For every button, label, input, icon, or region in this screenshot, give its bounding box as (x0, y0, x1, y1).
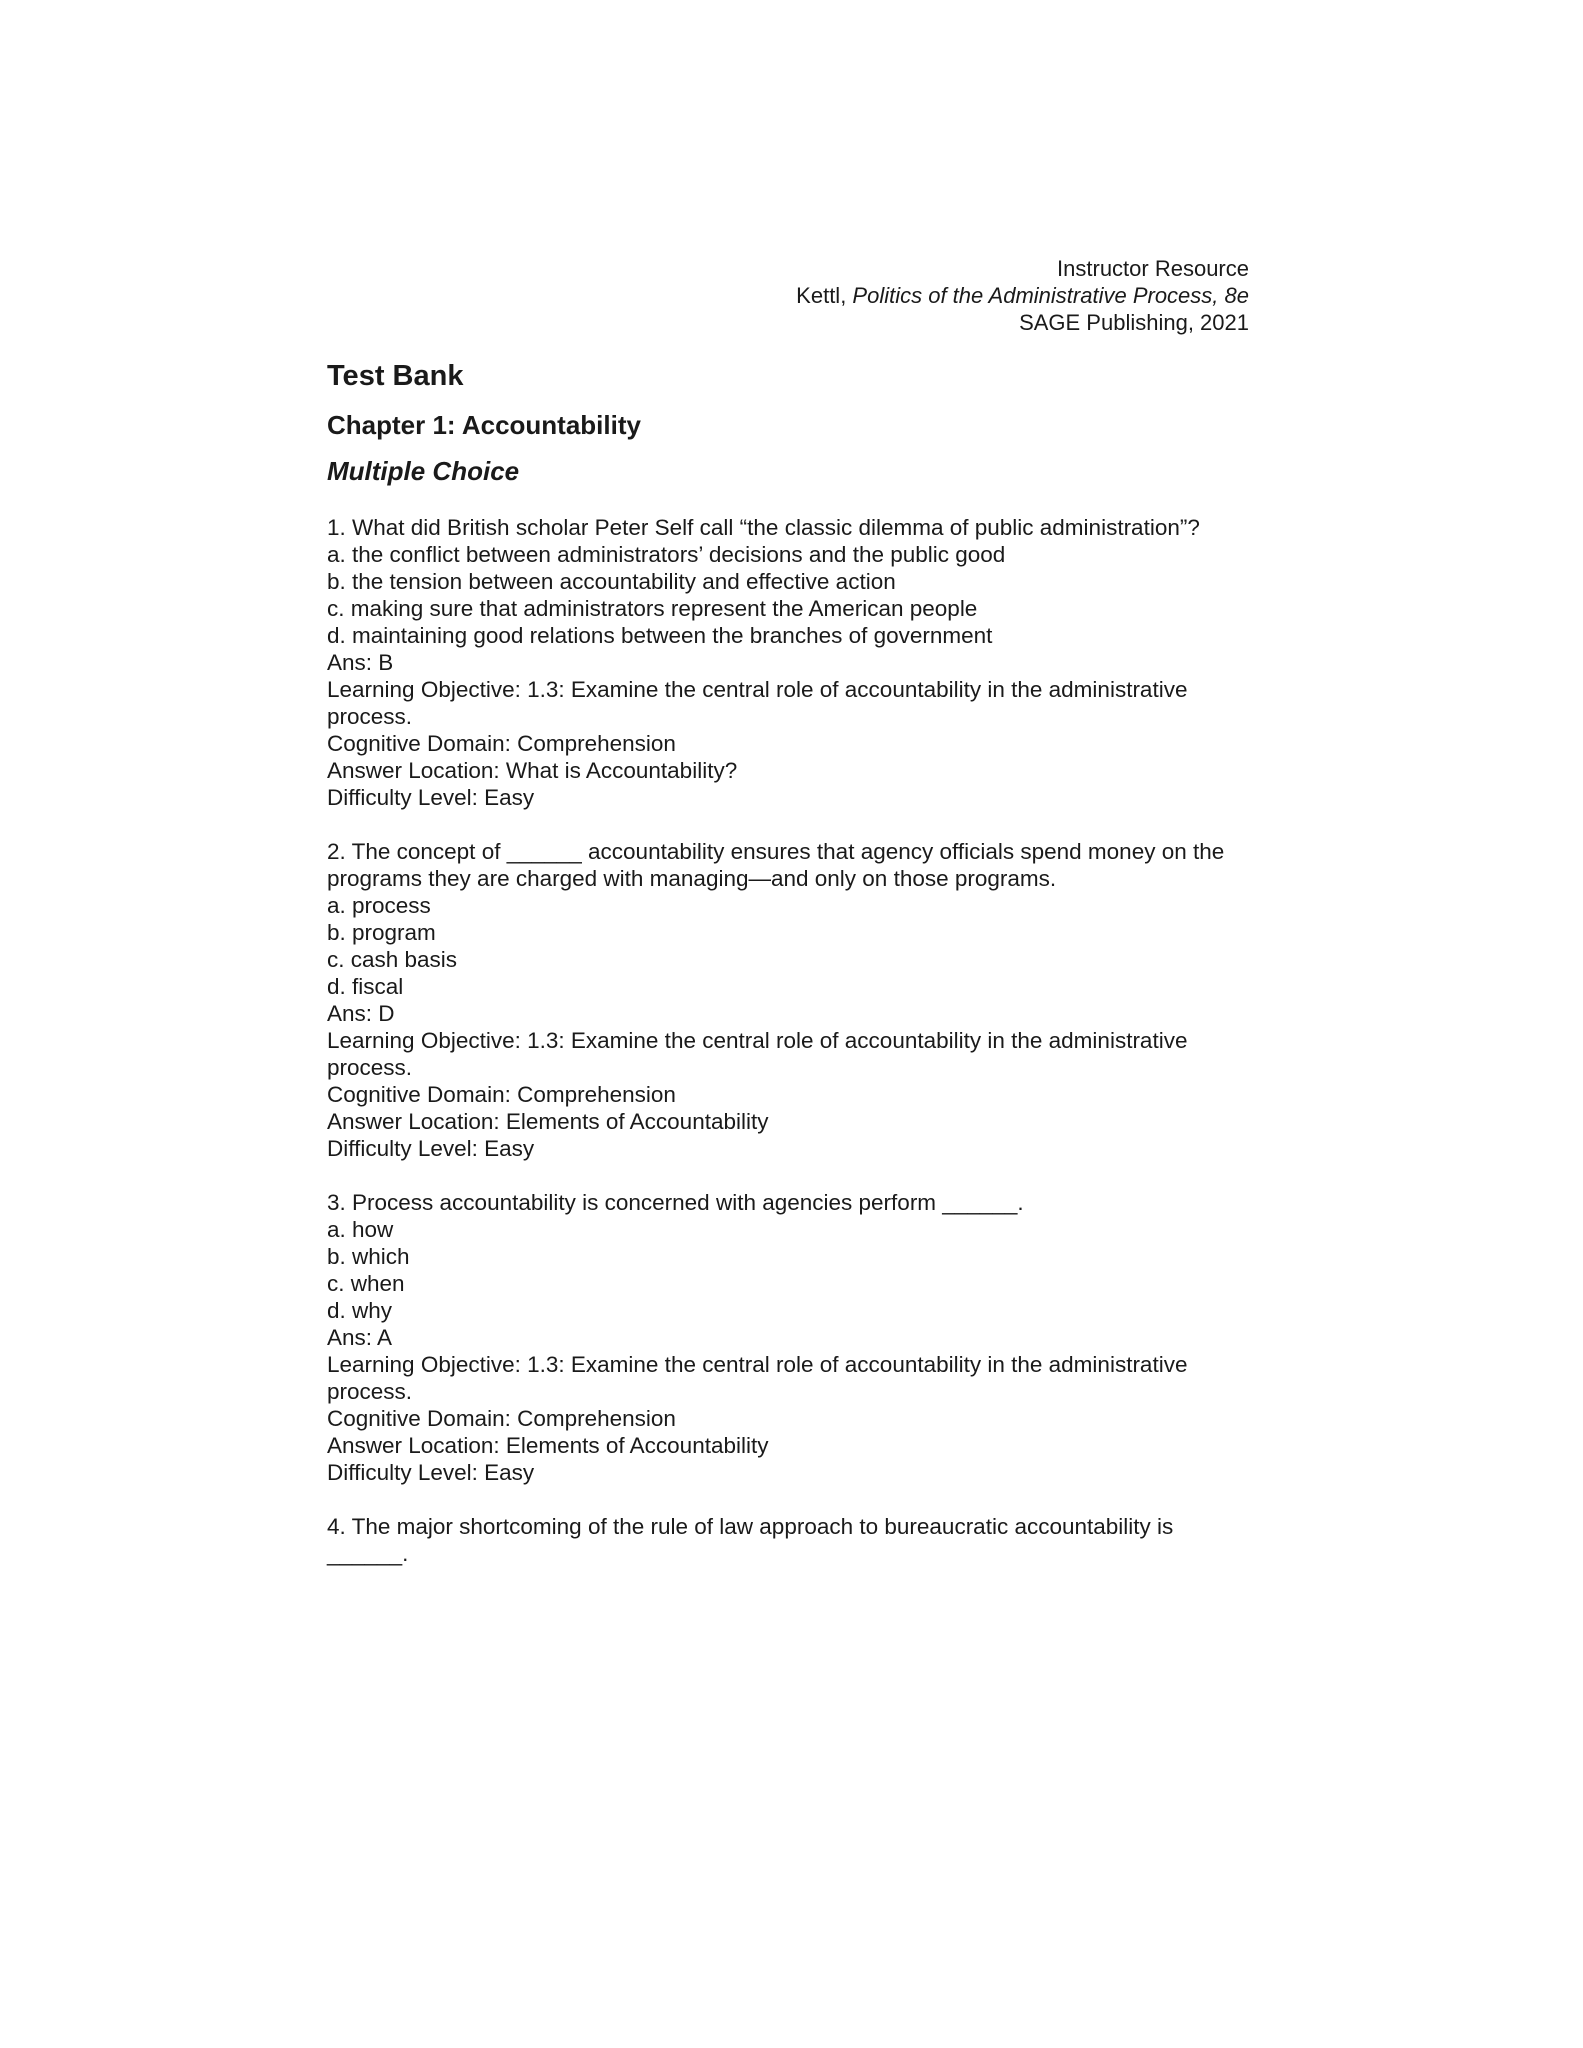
chapter-heading: Chapter 1: Accountability (327, 410, 641, 440)
question-4 (327, 1513, 1249, 1567)
option-a: a. the conflict between administrators’ decisions and the public good (327, 542, 1006, 567)
header-line-resource: Instructor Resource (1057, 256, 1249, 281)
page-title: Test Bank (327, 360, 464, 392)
learning-objective: Learning Objective: 1.3: Examine the central role of accountability in the administrative process. (327, 677, 1188, 729)
document-page (327, 255, 1249, 1594)
option-a: a. how (327, 1217, 394, 1242)
header-line-book (327, 282, 1249, 309)
option-b: b. which (327, 1244, 410, 1269)
cognitive-domain: Cognitive Domain: Comprehension (327, 1082, 676, 1107)
resource-header (327, 255, 1249, 336)
option-b: b. the tension between accountability and effective action (327, 569, 896, 594)
learning-objective: Learning Objective: 1.3: Examine the central role of accountability in the administrative process. (327, 1352, 1188, 1404)
header-line-publisher: SAGE Publishing, 2021 (1019, 310, 1249, 335)
question-stem: 2. The concept of ______ accountability ensures that agency officials spend money on the programs they are charged with managing—and only on those programs. (327, 839, 1225, 891)
cognitive-domain: Cognitive Domain: Comprehension (327, 731, 676, 756)
question-list (327, 514, 1249, 1567)
difficulty-level: Difficulty Level: Easy (327, 785, 535, 810)
answer-location: Answer Location: Elements of Accountability (327, 1109, 769, 1134)
answer: Ans: D (327, 1001, 395, 1026)
difficulty-level: Difficulty Level: Easy (327, 1136, 535, 1161)
cognitive-domain: Cognitive Domain: Comprehension (327, 1406, 676, 1431)
header-author: Kettl, (796, 283, 853, 308)
option-b: b. program (327, 920, 436, 945)
option-d: d. why (327, 1298, 393, 1323)
answer: Ans: B (327, 650, 394, 675)
question-stem: 1. What did British scholar Peter Self call “the classic dilemma of public administration”? (327, 515, 1200, 540)
question-3 (327, 1189, 1249, 1486)
question-stem: 4. The major shortcoming of the rule of law approach to bureaucratic accountability is ______. (327, 1514, 1174, 1566)
option-c: c. making sure that administrators represent the American people (327, 596, 978, 621)
header-book-title: Politics of the Administrative Process, 8e (852, 283, 1249, 308)
option-a: a. process (327, 893, 431, 918)
option-c: c. cash basis (327, 947, 458, 972)
answer: Ans: A (327, 1325, 393, 1350)
question-2 (327, 838, 1249, 1162)
answer-location: Answer Location: Elements of Accountability (327, 1433, 769, 1458)
option-c: c. when (327, 1271, 405, 1296)
section-heading: Multiple Choice (327, 456, 520, 486)
difficulty-level: Difficulty Level: Easy (327, 1460, 535, 1485)
answer-location: Answer Location: What is Accountability? (327, 758, 738, 783)
option-d: d. fiscal (327, 974, 404, 999)
question-1 (327, 514, 1249, 811)
learning-objective: Learning Objective: 1.3: Examine the central role of accountability in the administrative process. (327, 1028, 1188, 1080)
option-d: d. maintaining good relations between the branches of government (327, 623, 993, 648)
question-stem: 3. Process accountability is concerned with agencies perform ______. (327, 1190, 1024, 1215)
